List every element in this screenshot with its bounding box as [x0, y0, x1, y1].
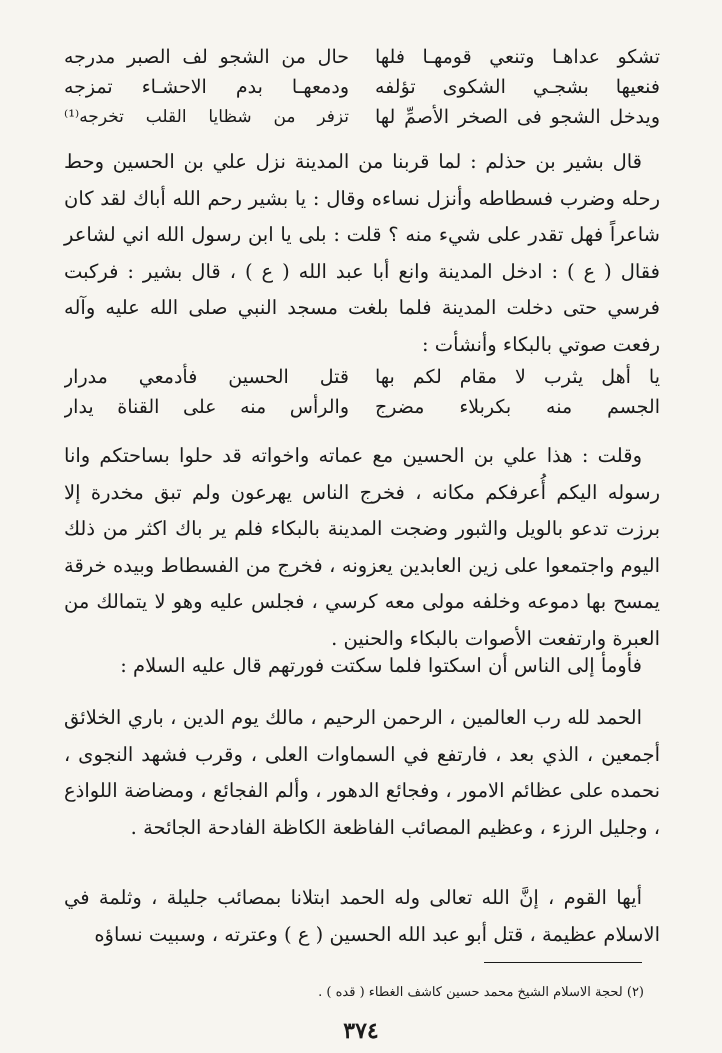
- paragraph-announcement: وقلت : هذا علي بن الحسين مع عماته واخواته قد حلوا بساحتكم وانا رسوله اليكم أُعرفكم مكانه ، فخرج الناس يهرعون ولم تبق مخدرة إلا برزت تدعو بالويل والثبور وضجت المدينة بالبكاء فلم ير باك اكثر من ذلك اليوم واجتمعوا على زين العابدين يعزونه ، فخرج من الفسطاط وبيده خرقة يمسح بها دموعه وخلفه مولى معه كرسي ، فجلس عليه وهو لا يتمالك من العبرة وارتفعت الأصوات بالبكاء والحنين .: [64, 444, 660, 650]
- poem-line: [64, 72, 660, 102]
- paragraph-sermon-address: أيها القوم ، إنَّ الله تعالى وله الحمد ابتلانا بمصائب جليلة ، وثلمة في الاسلام عظيمة ، قتل أبو عبد الله الحسين ( ع ) وعترته ، وسبيت نساؤه: [64, 886, 660, 946]
- hemistich-right: يا أهل يثرب لا مقام لكم بها: [375, 366, 660, 388]
- poem-line: [64, 102, 660, 132]
- hemistich-left: والرأس منه على القناة يدار: [64, 396, 349, 418]
- hemistich-right: فنعيها بشجـي الشكوى تؤلفه: [375, 76, 660, 98]
- hemistich-left: حال من الشجو لف الصبر مدرجه: [64, 46, 349, 68]
- poem-line: [64, 362, 660, 392]
- poem-elegy: [64, 362, 660, 422]
- hemistich-left: تزفر من شظايا القلب تخرجه⁽¹⁾: [64, 107, 349, 127]
- footnote: (٢) لحجة الاسلام الشيخ محمد حسين كاشف الغطاء ( قده ) .: [318, 985, 644, 1000]
- poem-opening: [64, 42, 660, 132]
- paragraph-gesture: فأومأ إلى الناس أن اسكتوا فلما سكتت فورتهم قال عليه السلام :: [120, 654, 642, 677]
- hemistich-right: ويدخل الشجو فى الصخر الأصمِّ لها: [375, 106, 660, 128]
- paragraph-sermon-praise: الحمد لله رب العالمين ، الرحمن الرحيم ، مالك يوم الدين ، باري الخلائق أجمعين ، الذي بعد ، فارتفع في السماوات العلى ، وقرب فشهد النجوى ، نحمده على عظائم الامور ، وفجائع الدهور ، وألم الفجائع ، ومضاضة اللواذع ، وجليل الرزء ، وعظيم المصائب الفاظعة الكاظة الفادحة الجائحة .: [64, 706, 660, 839]
- paragraph-bashir-narration: قال بشير بن حذلم : لما قربنا من المدينة نزل علي بن الحسين وحط رحله وضرب فسطاطه وأنزل نساءه وقال : يا بشير رحم الله أباك لقد كان شاعراً فهل تقدر على شيء منه ؟ قلت : بلى يا ابن رسول الله اني لشاعر فقال ( ع ) : ادخل المدينة وانع أبا عبد الله ( ع ) ، قال بشير : فركبت فرسي حتى دخلت المدينة فلما بلغت مسجد النبي صلى الله عليه وآله رفعت صوتي بالبكاء وأنشأت :: [64, 150, 660, 356]
- page-number: ٣٧٤: [343, 1018, 379, 1044]
- poem-line: [64, 42, 660, 72]
- footnote-divider: [484, 962, 642, 963]
- hemistich-right: الجسم منه بكربلاء مضرج: [375, 396, 660, 418]
- hemistich-right: تشكو عداهـا وتنعي قومهـا فلها: [375, 46, 660, 68]
- hemistich-left: قتل الحسين فأدمعي مدرار: [64, 366, 349, 388]
- hemistich-left: ودمعهـا بدم الاحشـاء تمزجه: [64, 76, 349, 98]
- poem-line: [64, 392, 660, 422]
